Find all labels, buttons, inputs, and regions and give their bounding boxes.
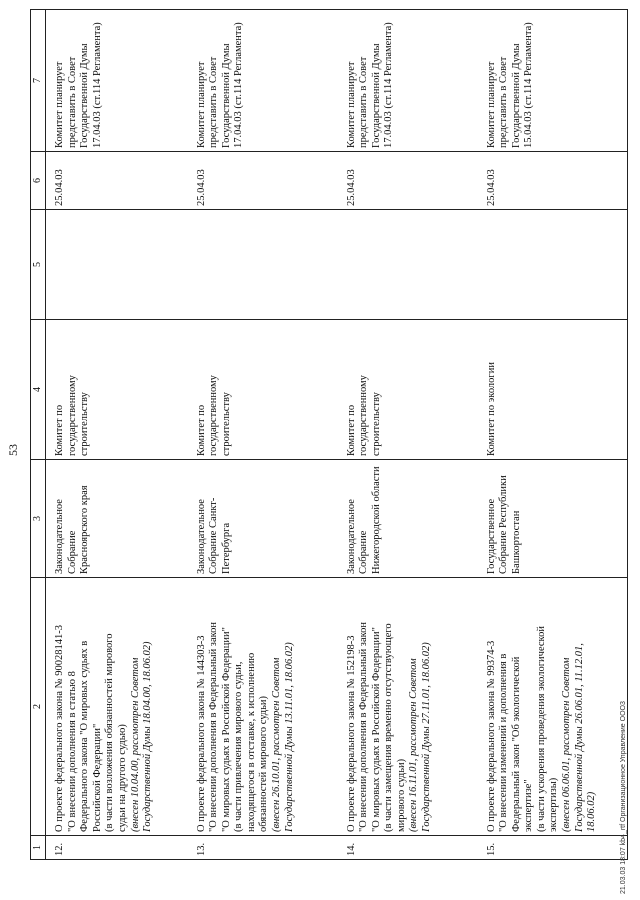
bill-note-line: Государственной Думы 13.11.01, 18.06.02): [283, 642, 295, 832]
bill-title-line: находящегося в отставке, к исполнению: [245, 652, 257, 832]
header-cell: 6: [31, 152, 46, 210]
bill-title-line: "О мировых судьях в Российской Федерации": [370, 627, 382, 832]
row-number: 14.: [338, 836, 478, 860]
empty-cell: [46, 210, 188, 320]
committee-cell: Комитет по государственному строительству: [188, 320, 338, 460]
row-number: 13.: [188, 836, 338, 860]
bill-title-line: "О внесении изменений и дополнения в: [498, 653, 510, 832]
bill-title-line: "О внесении дополнения в Федеральный закон: [358, 621, 370, 832]
bill-title-line: обязанностей мирового судьи): [258, 695, 270, 832]
bill-description: [478, 578, 628, 836]
bill-note-line: (внесен 16.11.01, рассмотрен Советом: [408, 658, 420, 832]
bills-table: [30, 9, 628, 860]
decision-cell: Комитет планирует представить в Совет Государственной Думы 17.04.03 (ст.114 Регламента): [46, 10, 188, 152]
header-cell: 1: [31, 836, 46, 860]
bill-note-line: (внесен 26.10.01, рассмотрен Советом: [271, 657, 283, 832]
bill-title-line: "О мировых судьях в Российской Федерации": [220, 627, 232, 832]
bill-note-line: 18.06.02): [586, 791, 598, 832]
bill-title-line: судьи на другого судью): [116, 724, 128, 832]
bill-title-line: экспертизы): [548, 777, 560, 832]
table-header-row: [31, 10, 46, 860]
bill-title-line: (в части ускорения проведения экологической: [535, 626, 547, 832]
bill-title-line: (в части привлечения мирового судьи,: [233, 661, 245, 832]
decision-cell: Комитет планирует представить в Совет Государственной Думы 17.04.03 (ст.114 Регламента): [338, 10, 478, 152]
bill-note-line: (внесен 06.06.01, рассмотрен Советом: [561, 657, 573, 832]
decision-cell: Комитет планирует представить в Совет Государственной Думы 17.04.03 (ст.114 Регламента): [188, 10, 338, 152]
bill-title-line: Российской Федерации": [91, 723, 103, 832]
date-cell: 25.04.03: [478, 152, 628, 210]
bill-title-line: мирового судьи): [395, 758, 407, 832]
bill-description: [46, 578, 188, 836]
bill-title-line: О проекте федерального закона № 144303-3: [195, 635, 207, 832]
committee-cell: Комитет по экологии: [478, 320, 628, 460]
empty-cell: [338, 210, 478, 320]
bill-title-line: экспертизе": [523, 779, 535, 832]
bill-note-line: Государственной Думы 18.04.00, 18.06.02): [142, 641, 154, 832]
author-cell: Государственное Собрание Республики Башкортостан: [478, 460, 628, 578]
bill-description: [338, 578, 478, 836]
bill-title-line: О проекте федерального закона № 90028141-3: [54, 624, 65, 832]
bill-title-line: (в части возложения обязанностей мирового: [104, 633, 116, 832]
table-row: [46, 10, 188, 860]
date-cell: 25.04.03: [46, 152, 188, 210]
bill-title-line: Федеральный закон "Об экологической: [510, 656, 522, 832]
author-cell: Законодательное Собрание Нижегородской области: [338, 460, 478, 578]
decision-cell: Комитет планирует представить в Совет Государственной Думы 15.04.03 (ст.114 Регламента): [478, 10, 628, 152]
header-cell: 4: [31, 320, 46, 460]
bill-title-line: О проекте федерального закона № 99374-3: [485, 640, 497, 832]
table-row: [478, 10, 628, 860]
empty-cell: [188, 210, 338, 320]
bill-note-line: (внесен 10.04.00, рассмотрен Советом: [129, 657, 141, 832]
bill-title-line: Федерального закона "О мировых судьях в: [79, 640, 91, 832]
empty-cell: [478, 210, 628, 320]
committee-cell: Комитет по государственному строительству: [46, 320, 188, 460]
author-cell: Законодательное Собрание Санкт-Петербурга: [188, 460, 338, 578]
author-cell: Законодательное Собрание Красноярского края: [46, 460, 188, 578]
bill-note-line: Государственной Думы 27.11.01, 18.06.02): [421, 642, 433, 832]
table-row: [188, 10, 338, 860]
row-number: 15.: [478, 836, 628, 860]
bill-title-line: "О внесении дополнения в статью 8: [66, 671, 78, 832]
table-row: [338, 10, 478, 860]
header-cell: 3: [31, 460, 46, 578]
page-number: 53: [6, 444, 20, 456]
footer-meta: 21.03.03 18:07 kb4_rtf Организационное Управление ООО3: [620, 701, 627, 894]
date-cell: 25.04.03: [188, 152, 338, 210]
header-cell: 7: [31, 10, 46, 152]
bill-title-line: "О внесении дополнения в Федеральный закон: [208, 621, 220, 832]
bill-title-line: (в части замещения временно отсутствующего: [383, 623, 395, 832]
bill-note-line: Государственной Думы 26.06.01, 11.12.01,: [573, 643, 585, 832]
committee-cell: Комитет по государственному строительству: [338, 320, 478, 460]
header-cell: 5: [31, 210, 46, 320]
row-number: 12.: [46, 836, 188, 860]
bill-title-line: О проекте федерального закона № 152198-3: [345, 635, 357, 832]
date-cell: 25.04.03: [338, 152, 478, 210]
bill-description: [188, 578, 338, 836]
header-cell: 2: [31, 578, 46, 836]
